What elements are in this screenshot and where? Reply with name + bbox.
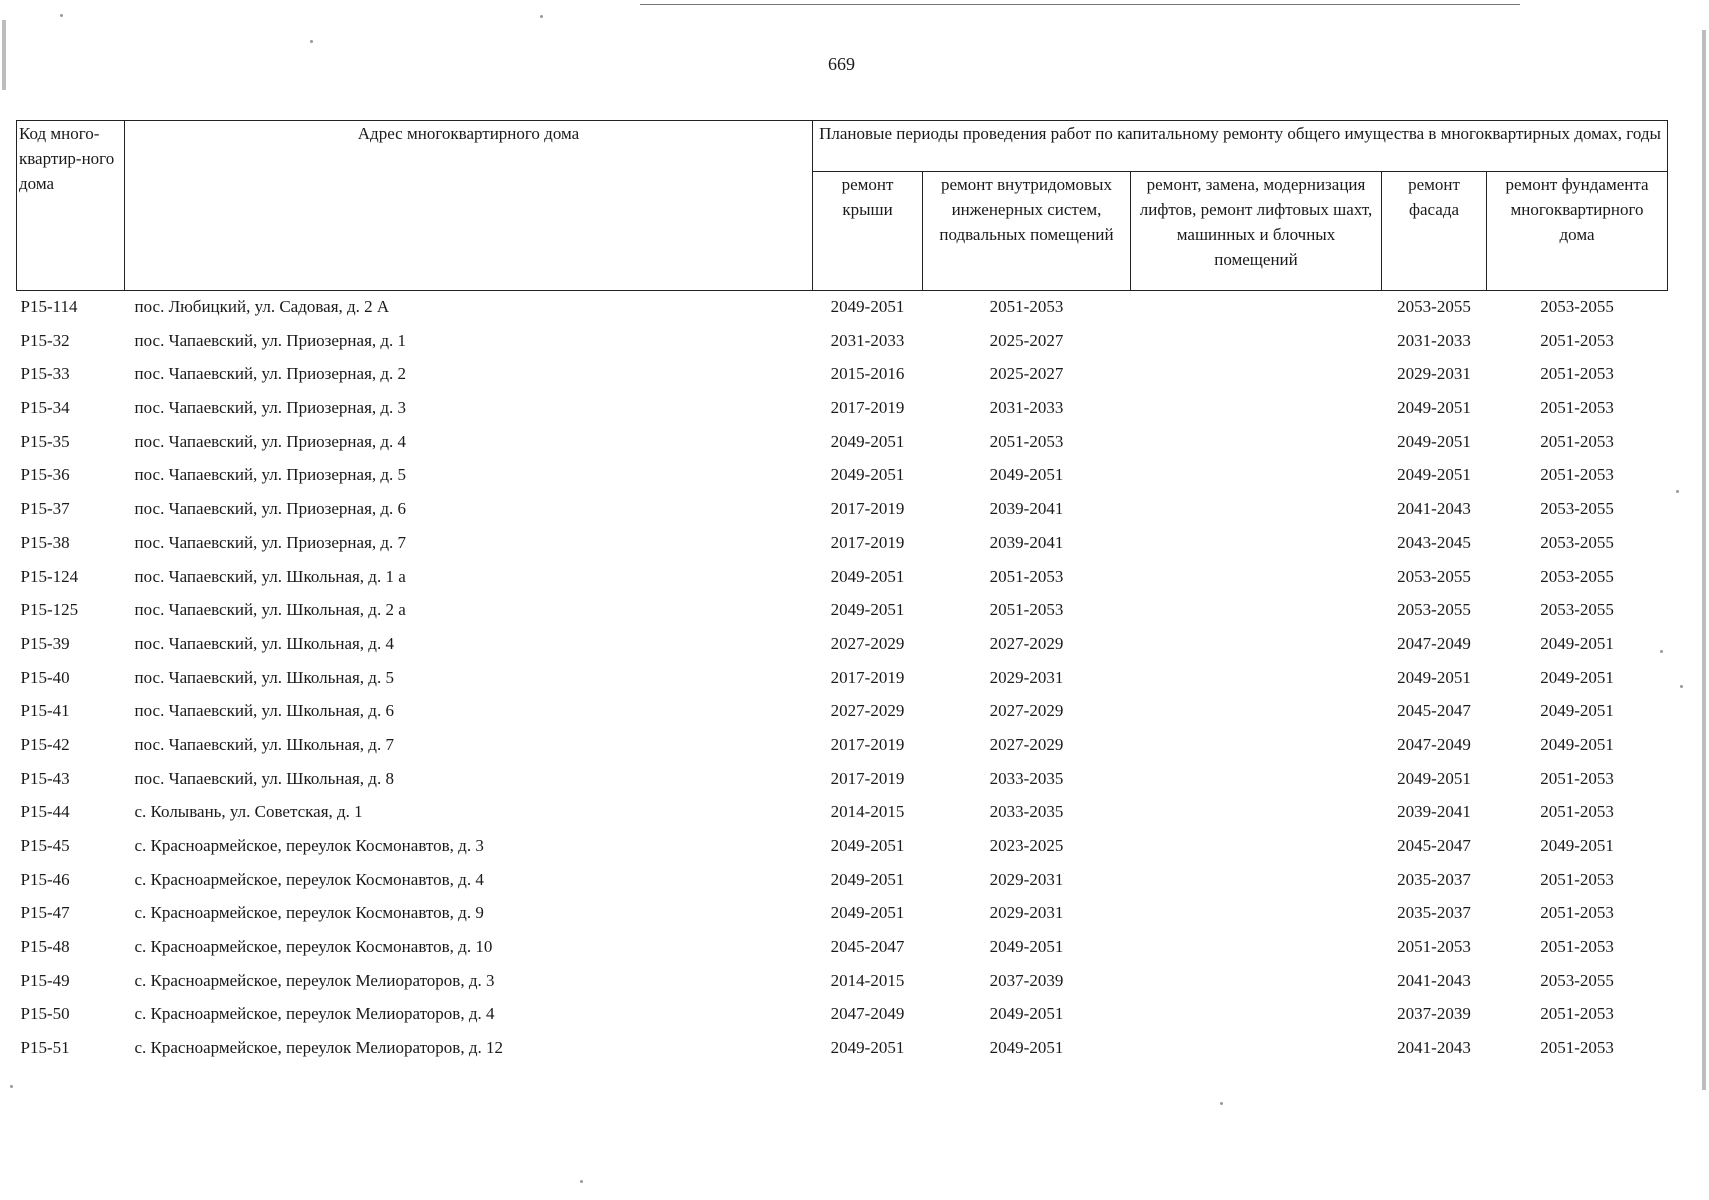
foundation-repair-period-cell: 2051-2053 <box>1540 937 1614 957</box>
address-cell: с. Красноармейское, переулок Космонавтов, д. 10 <box>134 937 493 957</box>
facade-repair-period-cell: 2053-2055 <box>1397 566 1471 586</box>
address-cell: пос. Чапаевский, ул. Школьная, д. 7 <box>134 734 394 754</box>
roof-repair-period-cell: 2014-2015 <box>830 802 905 822</box>
engineering-repair-period-cell: 2037-2039 <box>989 970 1064 990</box>
lift-repair-period-cell <box>1131 634 1382 668</box>
engineering-repair-period-cell: 2051-2053 <box>989 566 1064 586</box>
roof-repair-period-cell: 2049-2051 <box>830 600 905 620</box>
address-cell: пос. Чапаевский, ул. Приозерная, д. 3 <box>134 398 407 418</box>
roof-repair-period-cell: 2049-2051 <box>830 903 905 923</box>
foundation-repair-period-cell: 2051-2053 <box>1540 431 1614 451</box>
foundation-repair-period-cell: 2053-2055 <box>1540 566 1614 586</box>
table-row <box>17 971 1668 1005</box>
header-code: Код много-квартир-ного дома <box>17 121 125 291</box>
facade-repair-period-cell: 2031-2033 <box>1397 330 1471 350</box>
engineering-repair-period-cell: 2025-2027 <box>989 364 1064 384</box>
lift-repair-period-cell <box>1131 668 1382 702</box>
facade-repair-period-cell: 2049-2051 <box>1397 465 1471 485</box>
foundation-repair-period-cell: 2051-2053 <box>1540 903 1614 923</box>
table-row <box>17 567 1668 601</box>
house-code-cell: Р15-32 <box>20 330 70 350</box>
house-code-cell: Р15-34 <box>20 398 70 418</box>
table-row <box>17 1038 1668 1072</box>
header-planned-periods: Плановые периоды проведения работ по капитальному ремонту общего имущества в многоквартирных домах, годы <box>813 121 1668 172</box>
table-row <box>17 802 1668 836</box>
foundation-repair-period-cell: 2051-2053 <box>1540 330 1614 350</box>
facade-repair-period-cell: 2047-2049 <box>1397 633 1471 653</box>
scan-speck <box>60 14 63 17</box>
header-facade: ремонт фасада <box>1382 172 1487 291</box>
house-code-cell: Р15-43 <box>20 768 70 788</box>
lift-repair-period-cell <box>1131 432 1382 466</box>
engineering-repair-period-cell: 2049-2051 <box>989 465 1064 485</box>
lift-repair-period-cell <box>1131 701 1382 735</box>
engineering-repair-period-cell: 2025-2027 <box>989 330 1064 350</box>
table-row <box>17 769 1668 803</box>
roof-repair-period-cell: 2049-2051 <box>830 297 905 316</box>
engineering-repair-period-cell: 2049-2051 <box>989 937 1064 957</box>
roof-repair-period-cell: 2047-2049 <box>830 1004 905 1024</box>
facade-repair-period-cell: 2041-2043 <box>1397 1038 1471 1058</box>
lift-repair-period-cell <box>1131 567 1382 601</box>
facade-repair-period-cell: 2053-2055 <box>1397 297 1471 316</box>
roof-repair-period-cell: 2017-2019 <box>830 499 905 519</box>
lift-repair-period-cell <box>1131 937 1382 971</box>
scan-line-top <box>640 4 1520 5</box>
foundation-repair-period-cell: 2051-2053 <box>1540 1038 1614 1058</box>
page-number: 669 <box>828 54 855 74</box>
roof-repair-period-cell: 2017-2019 <box>830 734 905 754</box>
engineering-repair-period-cell: 2027-2029 <box>989 734 1064 754</box>
lift-repair-period-cell <box>1131 903 1382 937</box>
table-row <box>17 465 1668 499</box>
roof-repair-period-cell: 2014-2015 <box>830 970 905 990</box>
table-row <box>17 398 1668 432</box>
table-row <box>17 903 1668 937</box>
header-address: Адрес многоквартирного дома <box>125 121 813 291</box>
engineering-repair-period-cell: 2051-2053 <box>989 431 1064 451</box>
roof-repair-period-cell: 2049-2051 <box>830 566 905 586</box>
facade-repair-period-cell: 2049-2051 <box>1397 667 1471 687</box>
table-row <box>17 1004 1668 1038</box>
roof-repair-period-cell: 2017-2019 <box>830 667 905 687</box>
engineering-repair-period-cell: 2033-2035 <box>989 768 1064 788</box>
address-cell: пос. Любицкий, ул. Садовая, д. 2 А <box>134 297 390 316</box>
foundation-repair-period-cell: 2051-2053 <box>1540 768 1614 788</box>
lift-repair-period-cell <box>1131 291 1382 331</box>
scan-speck <box>10 1085 13 1088</box>
header-engineering: ремонт внутридомовых инженерных систем, подвальных помещений <box>923 172 1131 291</box>
table-body <box>17 291 1668 1072</box>
house-code-cell: Р15-47 <box>20 903 70 923</box>
lift-repair-period-cell <box>1131 398 1382 432</box>
facade-repair-period-cell: 2053-2055 <box>1397 600 1471 620</box>
house-code-cell: Р15-41 <box>20 701 70 721</box>
foundation-repair-period-cell: 2051-2053 <box>1540 1004 1614 1024</box>
engineering-repair-period-cell: 2033-2035 <box>989 802 1064 822</box>
table-row <box>17 701 1668 735</box>
table-row <box>17 291 1668 331</box>
scan-speck <box>1220 1102 1223 1105</box>
engineering-repair-period-cell: 2039-2041 <box>989 499 1064 519</box>
house-code-cell: Р15-39 <box>20 633 70 653</box>
roof-repair-period-cell: 2017-2019 <box>830 532 905 552</box>
scan-speck <box>580 1180 583 1183</box>
address-cell: пос. Чапаевский, ул. Приозерная, д. 4 <box>134 431 407 451</box>
address-cell: пос. Чапаевский, ул. Приозерная, д. 7 <box>134 532 407 552</box>
table-row <box>17 331 1668 365</box>
address-cell: пос. Чапаевский, ул. Приозерная, д. 5 <box>134 465 407 485</box>
table-row <box>17 499 1668 533</box>
roof-repair-period-cell: 2045-2047 <box>830 937 905 957</box>
address-cell: пос. Чапаевский, ул. Школьная, д. 2 а <box>134 600 406 620</box>
facade-repair-period-cell: 2049-2051 <box>1397 768 1471 788</box>
table-row <box>17 600 1668 634</box>
address-cell: с. Красноармейское, переулок Мелиораторов, д. 4 <box>134 1004 495 1024</box>
house-code-cell: Р15-38 <box>20 532 70 552</box>
roof-repair-period-cell: 2049-2051 <box>830 465 905 485</box>
house-code-cell: Р15-49 <box>20 970 70 990</box>
facade-repair-period-cell: 2037-2039 <box>1397 1004 1471 1024</box>
lift-repair-period-cell <box>1131 802 1382 836</box>
facade-repair-period-cell: 2043-2045 <box>1397 532 1471 552</box>
house-code-cell: Р15-37 <box>20 499 70 519</box>
table-row <box>17 937 1668 971</box>
lift-repair-period-cell <box>1131 499 1382 533</box>
address-cell: пос. Чапаевский, ул. Приозерная, д. 2 <box>134 364 407 384</box>
facade-repair-period-cell: 2051-2053 <box>1397 937 1471 957</box>
facade-repair-period-cell: 2049-2051 <box>1397 398 1471 418</box>
address-cell: с. Красноармейское, переулок Мелиораторов, д. 3 <box>134 970 495 990</box>
lift-repair-period-cell <box>1131 465 1382 499</box>
foundation-repair-period-cell: 2051-2053 <box>1540 398 1614 418</box>
engineering-repair-period-cell: 2023-2025 <box>989 836 1064 855</box>
house-code-cell: Р15-35 <box>20 431 70 451</box>
facade-repair-period-cell: 2047-2049 <box>1397 734 1471 754</box>
engineering-repair-period-cell: 2029-2031 <box>989 667 1064 687</box>
roof-repair-period-cell: 2049-2051 <box>830 1038 905 1058</box>
lift-repair-period-cell <box>1131 1038 1382 1072</box>
house-code-cell: Р15-45 <box>20 836 70 855</box>
roof-repair-period-cell: 2027-2029 <box>830 701 905 721</box>
lift-repair-period-cell <box>1131 364 1382 398</box>
house-code-cell: Р15-46 <box>20 869 70 889</box>
lift-repair-period-cell <box>1131 533 1382 567</box>
roof-repair-period-cell: 2027-2029 <box>830 633 905 653</box>
roof-repair-period-cell: 2015-2016 <box>830 364 905 384</box>
table-row <box>17 870 1668 904</box>
roof-repair-period-cell: 2049-2051 <box>830 836 905 855</box>
engineering-repair-period-cell: 2031-2033 <box>989 398 1064 418</box>
house-code-cell: Р15-114 <box>20 297 78 316</box>
foundation-repair-period-cell: 2049-2051 <box>1540 836 1614 855</box>
facade-repair-period-cell: 2045-2047 <box>1397 836 1471 855</box>
roof-repair-period-cell: 2049-2051 <box>830 431 905 451</box>
address-cell: с. Красноармейское, переулок Космонавтов, д. 3 <box>134 836 484 855</box>
lift-repair-period-cell <box>1131 836 1382 870</box>
foundation-repair-period-cell: 2053-2055 <box>1540 970 1614 990</box>
house-code-cell: Р15-33 <box>20 364 70 384</box>
house-code-cell: Р15-124 <box>20 566 79 586</box>
lift-repair-period-cell <box>1131 1004 1382 1038</box>
foundation-repair-period-cell: 2053-2055 <box>1540 297 1614 316</box>
house-code-cell: Р15-36 <box>20 465 70 485</box>
scan-speck <box>1676 490 1679 493</box>
foundation-repair-period-cell: 2049-2051 <box>1540 667 1614 687</box>
foundation-repair-period-cell: 2053-2055 <box>1540 532 1614 552</box>
scan-speck <box>310 40 313 43</box>
engineering-repair-period-cell: 2049-2051 <box>989 1038 1064 1058</box>
house-code-cell: Р15-51 <box>20 1038 70 1058</box>
foundation-repair-period-cell: 2053-2055 <box>1540 600 1614 620</box>
table-row <box>17 364 1668 398</box>
table-row <box>17 836 1668 870</box>
foundation-repair-period-cell: 2051-2053 <box>1540 802 1614 822</box>
house-code-cell: Р15-44 <box>20 802 70 822</box>
foundation-repair-period-cell: 2051-2053 <box>1540 364 1614 384</box>
facade-repair-period-cell: 2039-2041 <box>1397 802 1471 822</box>
address-cell: с. Красноармейское, переулок Космонавтов, д. 4 <box>134 869 484 889</box>
engineering-repair-period-cell: 2039-2041 <box>989 532 1064 552</box>
engineering-repair-period-cell: 2049-2051 <box>989 1004 1064 1024</box>
engineering-repair-period-cell: 2029-2031 <box>989 869 1064 889</box>
engineering-repair-period-cell: 2027-2029 <box>989 633 1064 653</box>
lift-repair-period-cell <box>1131 870 1382 904</box>
table-row <box>17 533 1668 567</box>
table-row <box>17 735 1668 769</box>
address-cell: пос. Чапаевский, ул. Приозерная, д. 6 <box>134 499 407 519</box>
facade-repair-period-cell: 2049-2051 <box>1397 431 1471 451</box>
lift-repair-period-cell <box>1131 600 1382 634</box>
lift-repair-period-cell <box>1131 331 1382 365</box>
foundation-repair-period-cell: 2049-2051 <box>1540 633 1614 653</box>
foundation-repair-period-cell: 2051-2053 <box>1540 465 1614 485</box>
lift-repair-period-cell <box>1131 769 1382 803</box>
scan-speck <box>540 15 543 18</box>
engineering-repair-period-cell: 2027-2029 <box>989 701 1064 721</box>
foundation-repair-period-cell: 2049-2051 <box>1540 734 1614 754</box>
foundation-repair-period-cell: 2053-2055 <box>1540 499 1614 519</box>
engineering-repair-period-cell: 2051-2053 <box>989 600 1064 620</box>
house-code-cell: Р15-40 <box>20 667 70 687</box>
house-code-cell: Р15-42 <box>20 734 70 754</box>
engineering-repair-period-cell: 2051-2053 <box>989 297 1064 316</box>
scan-speck <box>1680 685 1683 688</box>
facade-repair-period-cell: 2029-2031 <box>1397 364 1471 384</box>
lift-repair-period-cell <box>1131 735 1382 769</box>
foundation-repair-period-cell: 2051-2053 <box>1540 869 1614 889</box>
capital-repair-schedule-table <box>16 120 1668 1072</box>
table-row <box>17 668 1668 702</box>
house-code-cell: Р15-125 <box>20 600 79 620</box>
header-lifts: ремонт, замена, модернизация лифтов, ремонт лифтовых шахт, машинных и блочных помещений <box>1131 172 1382 291</box>
roof-repair-period-cell: 2031-2033 <box>830 330 905 350</box>
address-cell: с. Колывань, ул. Советская, д. 1 <box>134 802 363 822</box>
address-cell: с. Красноармейское, переулок Мелиораторов, д. 12 <box>134 1038 503 1058</box>
header-roof: ремонт крыши <box>813 172 923 291</box>
roof-repair-period-cell: 2049-2051 <box>830 869 905 889</box>
facade-repair-period-cell: 2045-2047 <box>1397 701 1471 721</box>
address-cell: пос. Чапаевский, ул. Приозерная, д. 1 <box>134 330 407 350</box>
foundation-repair-period-cell: 2049-2051 <box>1540 701 1614 721</box>
table-header <box>17 121 1668 291</box>
facade-repair-period-cell: 2041-2043 <box>1397 970 1471 990</box>
address-cell: пос. Чапаевский, ул. Школьная, д. 8 <box>134 768 394 788</box>
engineering-repair-period-cell: 2029-2031 <box>989 903 1064 923</box>
table-row <box>17 634 1668 668</box>
roof-repair-period-cell: 2017-2019 <box>830 398 905 418</box>
address-cell: пос. Чапаевский, ул. Школьная, д. 6 <box>134 701 394 721</box>
address-cell: пос. Чапаевский, ул. Школьная, д. 1 а <box>134 566 406 586</box>
address-cell: пос. Чапаевский, ул. Школьная, д. 4 <box>134 633 394 653</box>
house-code-cell: Р15-50 <box>20 1004 70 1024</box>
header-foundation: ремонт фундамента многоквартирного дома <box>1487 172 1668 291</box>
facade-repair-period-cell: 2041-2043 <box>1397 499 1471 519</box>
house-code-cell: Р15-48 <box>20 937 70 957</box>
facade-repair-period-cell: 2035-2037 <box>1397 903 1471 923</box>
facade-repair-period-cell: 2035-2037 <box>1397 869 1471 889</box>
address-cell: с. Красноармейское, переулок Космонавтов, д. 9 <box>134 903 484 923</box>
lift-repair-period-cell <box>1131 971 1382 1005</box>
roof-repair-period-cell: 2017-2019 <box>830 768 905 788</box>
table-row <box>17 432 1668 466</box>
address-cell: пос. Чапаевский, ул. Школьная, д. 5 <box>134 667 394 687</box>
scan-edge-mark-right <box>1702 30 1706 1090</box>
